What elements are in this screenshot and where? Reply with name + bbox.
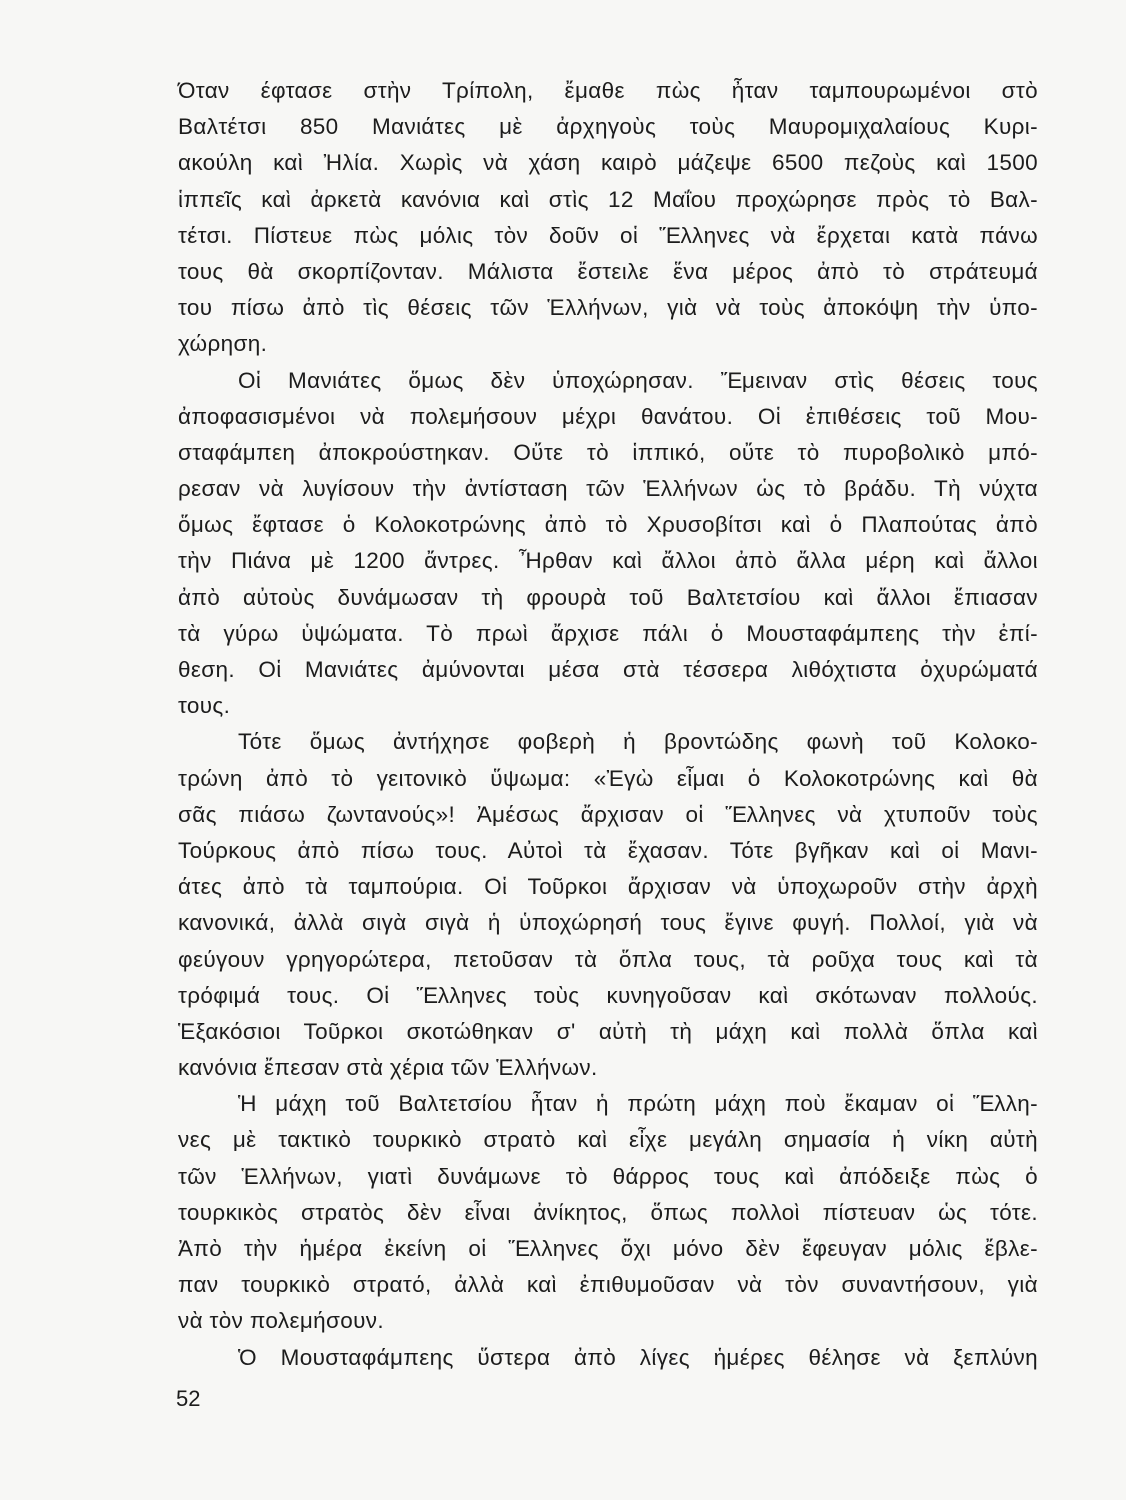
text-line: σταφάμπεη ἀποκρούστηκαν. Οὔτε τὸ ἱππικό, οὔτε τὸ πυροβολικὸ μπό-	[178, 439, 1038, 465]
text-line: τους θὰ σκορπίζονταν. Μάλιστα ἔστειλε ἕνα μέρος ἀπὸ τὸ στράτευμά	[178, 258, 1038, 284]
text-line: κανόνια ἔπεσαν στὰ χέρια τῶν Ἑλλήνων.	[178, 1055, 598, 1081]
text-line: Ἀπὸ τὴν ἡμέρα ἐκείνη οἱ Ἕλληνες ὄχι μόνο δὲν ἔφευγαν μόλις ἔβλε-	[178, 1236, 1038, 1261]
text-line: ὅμως ἔφτασε ὁ Κολοκοτρώνης ἀπὸ τὸ Χρυσοβίτσι καὶ ὁ Πλαπούτας ἀπὸ	[178, 512, 1038, 538]
text-line: Οἱ Μανιάτες ὅμως δὲν ὑποχώρησαν. Ἔμειναν στὶς θέσεις τους	[238, 367, 1038, 393]
text-line: χώρηση.	[178, 331, 268, 357]
text-line: Ἡ μάχη τοῦ Βαλτετσίου ἦταν ἡ πρώτη μάχη ποὺ ἔκαμαν οἱ Ἕλλη-	[238, 1091, 1038, 1117]
body-text	[178, 73, 1038, 1376]
text-line: σᾶς πιάσω ζωντανούς»! Ἀμέσως ἄρχισαν οἱ Ἕλληνες νὰ χτυποῦν τοὺς	[178, 801, 1038, 827]
text-line: Τούρκους ἀπὸ πίσω τους. Αὐτοὶ τὰ ἔχασαν. Τότε βγῆκαν καὶ οἱ Μανι-	[178, 837, 1038, 863]
text-line: του πίσω ἀπὸ τὶς θέσεις τῶν Ἑλλήνων, γιὰ νὰ τοὺς ἀποκόψη τὴν ὑπο-	[178, 295, 1038, 321]
text-line: ἀπὸ αὐτοὺς δυνάμωσαν τὴ φρουρὰ τοῦ Βαλτετσίου καὶ ἄλλοι ἔπιασαν	[178, 584, 1038, 610]
text-line: ἱππεῖς καὶ ἀρκετὰ κανόνια καὶ στὶς 12 Μαΐου προχώρησε πρὸς τὸ Βαλ-	[178, 186, 1038, 212]
text-line: ἀποφασισμένοι νὰ πολεμήσουν μέχρι θανάτου. Οἱ ἐπιθέσεις τοῦ Μου-	[178, 403, 1038, 429]
text-line: τους.	[178, 693, 231, 719]
text-line: ακούλη καὶ Ἠλία. Χωρὶς νὰ χάση καιρὸ μάζεψε 6500 πεζοὺς καὶ 1500	[178, 150, 1038, 176]
text-line: τουρκικὸς στρατὸς δὲν εἶναι ἀνίκητος, ὅπως πολλοὶ πίστευαν ὡς τότε.	[178, 1199, 1038, 1225]
page-number: 52	[176, 1386, 201, 1411]
text-line: τρόφιμά τους. Οἱ Ἕλληνες τοὺς κυνηγοῦσαν καὶ σκότωναν πολλούς.	[178, 982, 1038, 1008]
text-line: νὰ τὸν πολεμήσουν.	[178, 1308, 384, 1334]
text-line: φεύγουν γρηγορώτερα, πετοῦσαν τὰ ὅπλα τους, τὰ ροῦχα τους καὶ τὰ	[178, 946, 1038, 972]
text-line: θεση. Οἱ Μανιάτες ἀμύνονται μέσα στὰ τέσσερα λιθόχτιστα ὀχυρώματά	[178, 657, 1038, 682]
text-line: Βαλτέτσι 850 Μανιάτες μὲ ἀρχηγοὺς τοὺς Μαυρομιχαλαίους Κυρι-	[178, 114, 1038, 140]
text-line: Όταν έφτασε στὴν Τρίπολη, ἔμαθε πὼς ἦταν ταμπουρωμένοι στὸ	[178, 78, 1038, 103]
text-line: τὰ γύρω ὑψώματα. Τὸ πρωὶ ἄρχισε πάλι ὁ Μουσταφάμπεης τὴν ἐπί-	[178, 620, 1038, 646]
text-line: Ὁ Μουσταφάμπεης ὕστερα ἀπὸ λίγες ἡμέρες θέλησε νὰ ξεπλύνη	[238, 1344, 1038, 1370]
text-line: τέτσι. Πίστευε πὼς μόλις τὸν δοῦν οἱ Ἕλληνες νὰ ἔρχεται κατὰ πάνω	[178, 222, 1038, 248]
text-line: τῶν Ἑλλήνων, γιατὶ δυνάμωνε τὸ θάρρος τους καὶ ἀπόδειξε πὼς ὁ	[178, 1163, 1038, 1189]
text-line: τὴν Πιάνα μὲ 1200 ἄντρες. Ἦρθαν καὶ ἄλλοι ἀπὸ ἄλλα μέρη καὶ ἄλλοι	[178, 548, 1038, 574]
text-line: παν τουρκικὸ στρατό, ἀλλὰ καὶ ἐπιθυμοῦσαν νὰ τὸν συναντήσουν, γιὰ	[178, 1272, 1038, 1298]
text-line: κανονικά, ἀλλὰ σιγὰ σιγὰ ἡ ὑποχώρησή τους ἔγινε φυγή. Πολλοί, γιὰ νὰ	[178, 910, 1038, 936]
text-line: Τότε ὅμως ἀντήχησε φοβερὴ ἡ βροντώδης φωνὴ τοῦ Κολοκο-	[238, 729, 1038, 755]
text-line: νες μὲ τακτικὸ τουρκικὸ στρατὸ καὶ εἶχε μεγάλη σημασία ἡ νίκη αὐτὴ	[178, 1127, 1038, 1153]
text-line: άτες ἀπὸ τὰ ταμπούρια. Οἱ Τοῦρκοι ἄρχισαν νὰ ὑποχωροῦν στὴν ἀρχὴ	[178, 874, 1038, 900]
text-line: ρεσαν νὰ λυγίσουν τὴν ἀντίσταση τῶν Ἑλλήνων ὡς τὸ βράδυ. Τὴ νύχτα	[178, 476, 1038, 502]
text-line: τρώνη ἀπὸ τὸ γειτονικὸ ὕψωμα: «Ἐγὼ εἶμαι ὁ Κολοκοτρώνης καὶ θὰ	[178, 765, 1038, 791]
text-line: Ἑξακόσιοι Τοῦρκοι σκοτώθηκαν σ' αὐτὴ τὴ μάχη καὶ πολλὰ ὅπλα καὶ	[178, 1018, 1038, 1044]
